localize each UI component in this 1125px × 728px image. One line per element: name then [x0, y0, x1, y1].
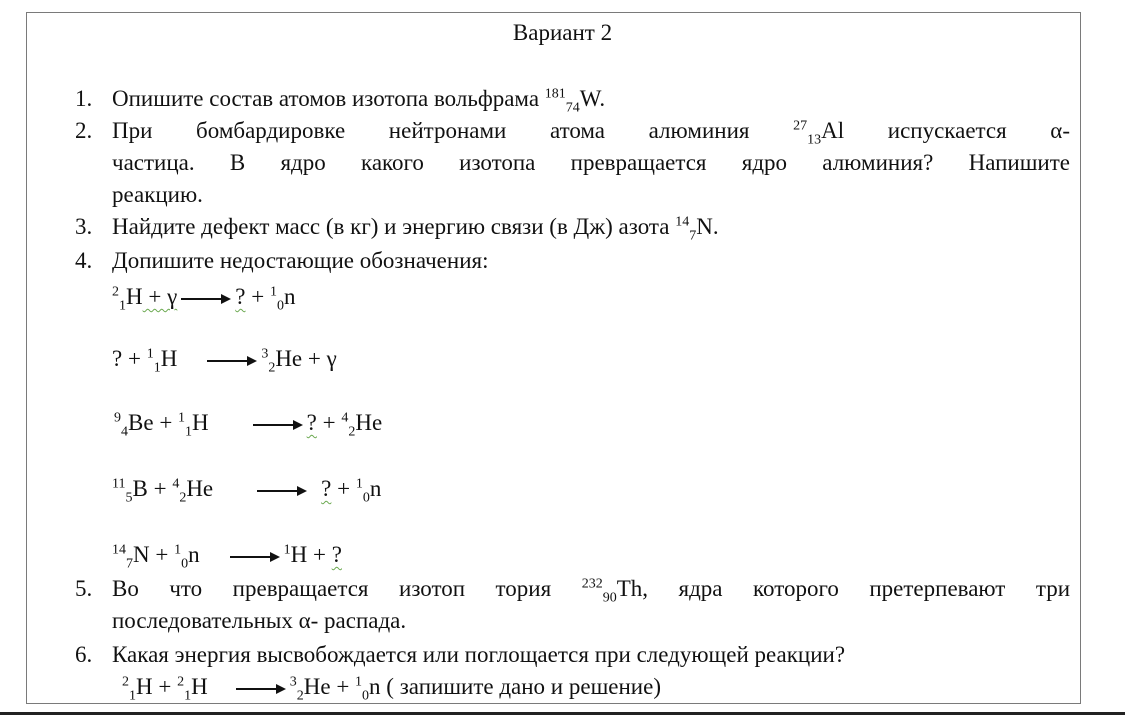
q2-number: 2. — [75, 118, 93, 143]
arrow-icon — [253, 420, 303, 430]
bottom-rule — [0, 712, 1125, 715]
q5-line-2: последовательных α- распада. — [112, 608, 407, 633]
q4-number: 4. — [75, 248, 93, 273]
q3-number: 3. — [75, 214, 93, 239]
q6-number: 6. — [75, 642, 93, 667]
reaction-5: $^{14}_7$N + $^1_0$n $^1$H + ? — [112, 542, 342, 572]
reaction-1: $^2_1$H + γ ? + $^1_0$n — [112, 284, 296, 314]
reaction-3: $^9_4$Be + $^1_1$H ? + $^4_2$He — [114, 410, 383, 440]
q1-number: 1. — [75, 86, 93, 111]
q6-text: Какая энергия высвобождается или поглощается при следующей реакции? — [112, 642, 846, 667]
q2-line-2: частица. В ядро какого изотопа превращается ядро алюминия? Напишите — [112, 150, 1070, 175]
arrow-icon — [236, 684, 286, 694]
q3-text: Найдите дефект масс (в кг) и энергию связи (в Дж) азота $^{14}_7$N. — [112, 214, 719, 244]
q4-text: Допишите недостающие обозначения: — [112, 248, 489, 273]
q2-line-1: При бомбардировке нейтронами атома алюминия $^{27}_{13}$Al испускается α- — [112, 118, 1071, 148]
reaction-4: $^{11}_5$B + $^4_2$He ? + $^1_0$n — [112, 476, 382, 506]
q6-reaction: $^2_1$H + $^2_1$H $^3_2$He + $^1_0$n ( запишите дано и решение) — [122, 674, 661, 704]
arrow-icon — [230, 552, 280, 562]
arrow-icon — [257, 486, 307, 496]
q5-number: 5. — [75, 576, 93, 601]
q2-line-3: реакцию. — [112, 182, 203, 207]
reaction-2: ? + $^1_1$H $^3_2$He + γ — [112, 346, 337, 376]
page-title: Вариант 2 — [512, 20, 613, 45]
q1-text: Опишите состав атомов изотопа вольфрама $^{181}_{74}$W. — [112, 86, 606, 116]
arrow-icon — [181, 294, 231, 304]
q5-line-1: Во что превращается изотоп тория $^{232}_{90}$Th, ядра которого претерпевают три — [112, 576, 1070, 606]
arrow-icon — [207, 356, 257, 366]
